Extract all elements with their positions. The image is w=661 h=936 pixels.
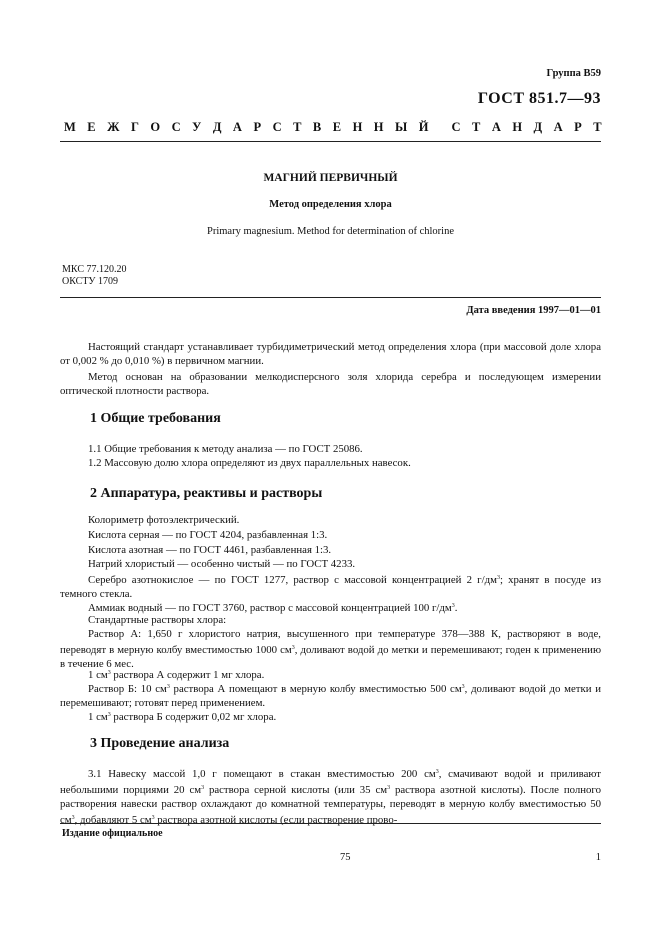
interstate-letter: Е	[87, 120, 96, 134]
interstate-letter: С	[171, 120, 181, 134]
text-run: , смачивают водой и приливают небольшими порциями 20 см	[60, 768, 602, 796]
interstate-letter: Ы	[395, 120, 408, 134]
section-1-item-1: 1.1 Общие требования к методу анализа — по ГОСТ 25086.	[88, 443, 363, 455]
standard-solutions-label: Стандартные растворы хлора:	[88, 614, 227, 626]
superscript: 3	[451, 603, 455, 609]
interstate-letter: А	[232, 120, 242, 134]
text-run: ; хранят в посуде из темного стекла.	[60, 574, 601, 600]
document-subtitle: Метод определения хлора	[269, 199, 392, 210]
intro-paragraph-1: Настоящий стандарт устанавливает турбидиметрический метод определения хлора (при массовой доле хлора от 0,002 % до 0,010 %) в первичном магнии.	[60, 341, 601, 367]
group-code: Группа В59	[546, 68, 601, 79]
interstate-letter: Ж	[107, 120, 120, 134]
interstate-letter: Т	[593, 120, 602, 134]
equipment-item-3: Кислота азотная — по ГОСТ 4461, разбавленная 1:3.	[88, 544, 332, 556]
interstate-letter: Н	[512, 120, 523, 134]
solution-a-paragraph	[60, 628, 601, 672]
text-run: 1 см	[88, 669, 108, 681]
text-run: , доливают водой до метки и перемешивают; годен к применению в течение 6 мес.	[60, 643, 602, 670]
gost-number: ГОСТ 851.7—93	[477, 90, 601, 107]
superscript: 3	[291, 644, 295, 651]
text-run: раствора азотной кислоты (если растворение прово-	[154, 813, 398, 826]
intro-paragraph-2: Метод основан на образовании мелкодисперсного золя хлорида серебра и последующем измерении оптической плотности раствора.	[60, 371, 601, 397]
text-run: 1 см	[88, 711, 108, 723]
interstate-letter: М	[64, 120, 76, 134]
interstate-letter: Р	[574, 120, 582, 134]
page-number-right: 1	[595, 852, 601, 863]
edition-label: Издание официальное	[62, 828, 163, 839]
interstate-letter: Н	[352, 120, 363, 134]
english-title: Primary magnesium. Method for determination of chlorine	[207, 226, 454, 237]
text-run: раствора А помещают в мерную колбу вместимостью 500 см	[169, 683, 462, 695]
solution-b-content	[88, 709, 276, 725]
superscript: 3	[496, 575, 500, 581]
superscript: 3	[461, 684, 465, 690]
equipment-item-5	[60, 572, 601, 602]
interstate-letter: С	[272, 120, 282, 134]
text-run: Аммиак водный — по ГОСТ 3760, раствор с массовой концентрацией 100 г/дм	[88, 602, 452, 614]
equipment-item-2: Кислота серная — по ГОСТ 4204, разбавленная 1:3.	[88, 529, 328, 541]
superscript: 3	[387, 784, 391, 791]
text-run: Серебро азотнокислое — по ГОСТ 1277, раствор с массовой концентрацией 2 г/дм	[88, 574, 497, 586]
section-2-heading: 2 Аппаратура, реактивы и растворы	[90, 486, 323, 501]
equipment-item-4: Натрий хлористый — особенно чистый — по ГОСТ 4233.	[88, 558, 356, 570]
text-run: , добавляют 5 см	[74, 813, 152, 826]
text-run: Раствор А: 1,650 г хлористого натрия, высушенного при температуре 378—388 К, растворяют в воде, переводят в мерную колбу вместимостью 1000 см	[60, 628, 601, 656]
superscript: 3	[107, 670, 111, 676]
interstate-letter: Т	[471, 120, 481, 134]
document-title: МАГНИЙ ПЕРВИЧНЫЙ	[263, 172, 398, 184]
text-run: Раствор Б: 10 см	[88, 683, 167, 695]
interstate-letter: Д	[533, 120, 543, 134]
superscript: 3	[107, 712, 111, 718]
okstu-code: ОКСТУ 1709	[62, 276, 119, 287]
superscript: 3	[201, 784, 205, 791]
page-number-center: 75	[340, 852, 351, 863]
interstate-letter: Й	[418, 120, 429, 134]
interstate-letter: С	[451, 120, 461, 134]
text-run: раствора серной кислоты (или 35 см	[204, 783, 388, 796]
text-run: раствора азотной кислоты). После полного растворения навески раствор охлаждают до комнатной температуры, переводят в мерную колбу вместимостью 50 см	[60, 783, 601, 826]
footer-rule	[60, 823, 601, 824]
interstate-letter: А	[553, 120, 563, 134]
codes-rule	[60, 297, 601, 298]
interstate-letter: Г	[130, 120, 139, 134]
text-run: раствора Б содержит 0,02 мг хлора.	[110, 711, 277, 723]
interstate-letter: Д	[212, 120, 222, 134]
solution-b-paragraph	[60, 681, 601, 711]
superscript: 3	[71, 814, 75, 821]
section-3-paragraph	[60, 766, 601, 828]
section-3-heading: 3 Проведение анализа	[90, 736, 230, 751]
interstate-letter: У	[192, 120, 202, 134]
superscript: 3	[435, 769, 439, 775]
interstate-letter: Т	[293, 120, 302, 134]
interstate-letter: Н	[373, 120, 384, 134]
section-1-heading: 1 Общие требования	[90, 411, 221, 426]
text-run: раствора А содержит 1 мг хлора.	[110, 669, 265, 681]
section-1-item-2: 1.2 Массовую долю хлора определяют из двух параллельных навесок.	[88, 457, 411, 469]
interstate-letter: Е	[332, 120, 342, 134]
superscript: 3	[166, 684, 170, 690]
interstate-letter: Р	[253, 120, 262, 134]
text-run: .	[454, 602, 458, 614]
superscript: 3	[151, 814, 155, 821]
text-run: 3.1 Навеску массой 1,0 г помещают в стакан вместимостью 200 см	[88, 768, 436, 780]
introduction-date: Дата введения 1997—01—01	[466, 305, 601, 316]
equipment-item-1: Колориметр фотоэлектрический.	[88, 514, 240, 526]
mks-code: МКС 77.120.20	[62, 264, 127, 275]
interstate-letter: В	[312, 120, 322, 134]
header-rule	[60, 141, 601, 142]
interstate-letter: А	[491, 120, 501, 134]
interstate-standard-heading	[64, 120, 602, 135]
text-run: , доливают водой до метки и перемешивают; готовят перед применением.	[60, 683, 601, 709]
interstate-letter: О	[150, 120, 161, 134]
